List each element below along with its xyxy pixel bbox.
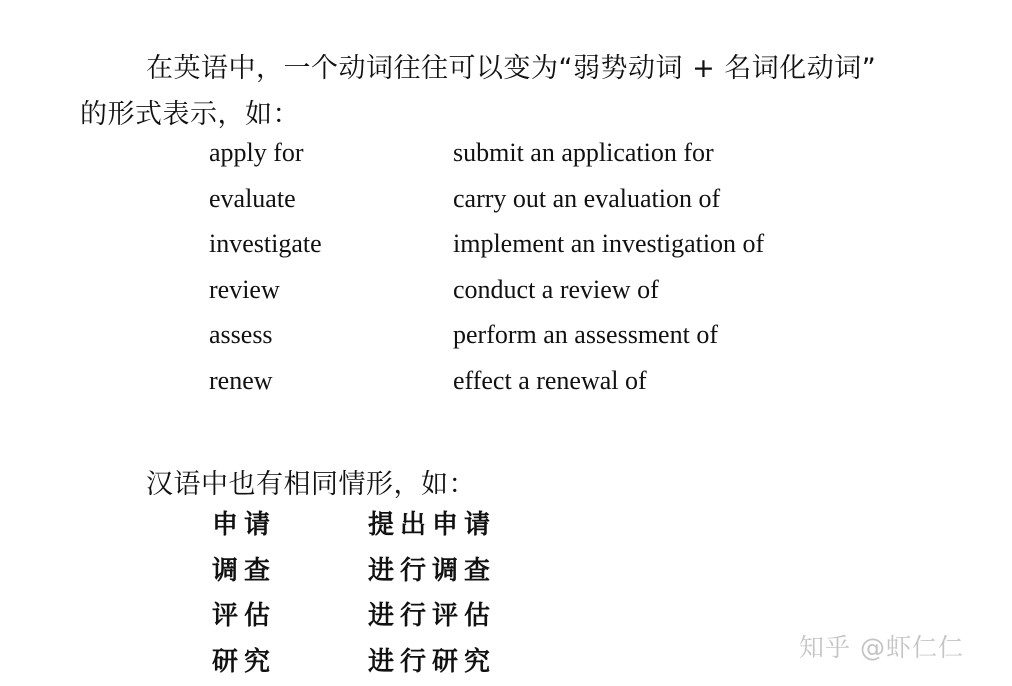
weak-verb-form: implement an investigation of [453,229,765,258]
weak-verb-form: 进行研究 [368,647,497,677]
strong-verb: review [209,275,280,304]
list-item [0,320,1012,360]
intro-line-2: 的形式表示，如： [80,99,300,130]
weak-verb-form: perform an assessment of [453,320,718,349]
list-item [0,275,1012,315]
list-item [0,550,1012,594]
strong-verb: 调查 [212,556,277,586]
strong-verb: apply for [209,138,304,167]
list-item [0,366,1012,406]
strong-verb: 申请 [212,510,277,540]
list-item [0,504,1012,548]
weak-verb-form: submit an application for [453,138,714,167]
weak-verb-form: conduct a review of [453,275,659,304]
zhihu-watermark: 知乎 @虾仁仁 [799,633,964,662]
weak-verb-form: effect a renewal of [453,366,647,395]
weak-verb-form: 提出申请 [368,510,497,540]
weak-verb-form: 进行调查 [368,556,497,586]
weak-verb-form: 进行评估 [368,601,497,631]
intro-line-1: 在英语中，一个动词往往可以变为“弱势动词 + 名词化动词” [146,53,877,84]
list-item [0,184,1012,224]
list-item [0,229,1012,269]
list-item [0,138,1012,178]
strong-verb: 评估 [212,601,277,631]
chinese-intro-line: 汉语中也有相同情形，如： [146,469,476,500]
strong-verb: assess [209,320,273,349]
strong-verb: evaluate [209,184,296,213]
strong-verb: renew [209,366,273,395]
strong-verb: investigate [209,229,322,258]
weak-verb-form: carry out an evaluation of [453,184,721,213]
strong-verb: 研究 [212,647,277,677]
